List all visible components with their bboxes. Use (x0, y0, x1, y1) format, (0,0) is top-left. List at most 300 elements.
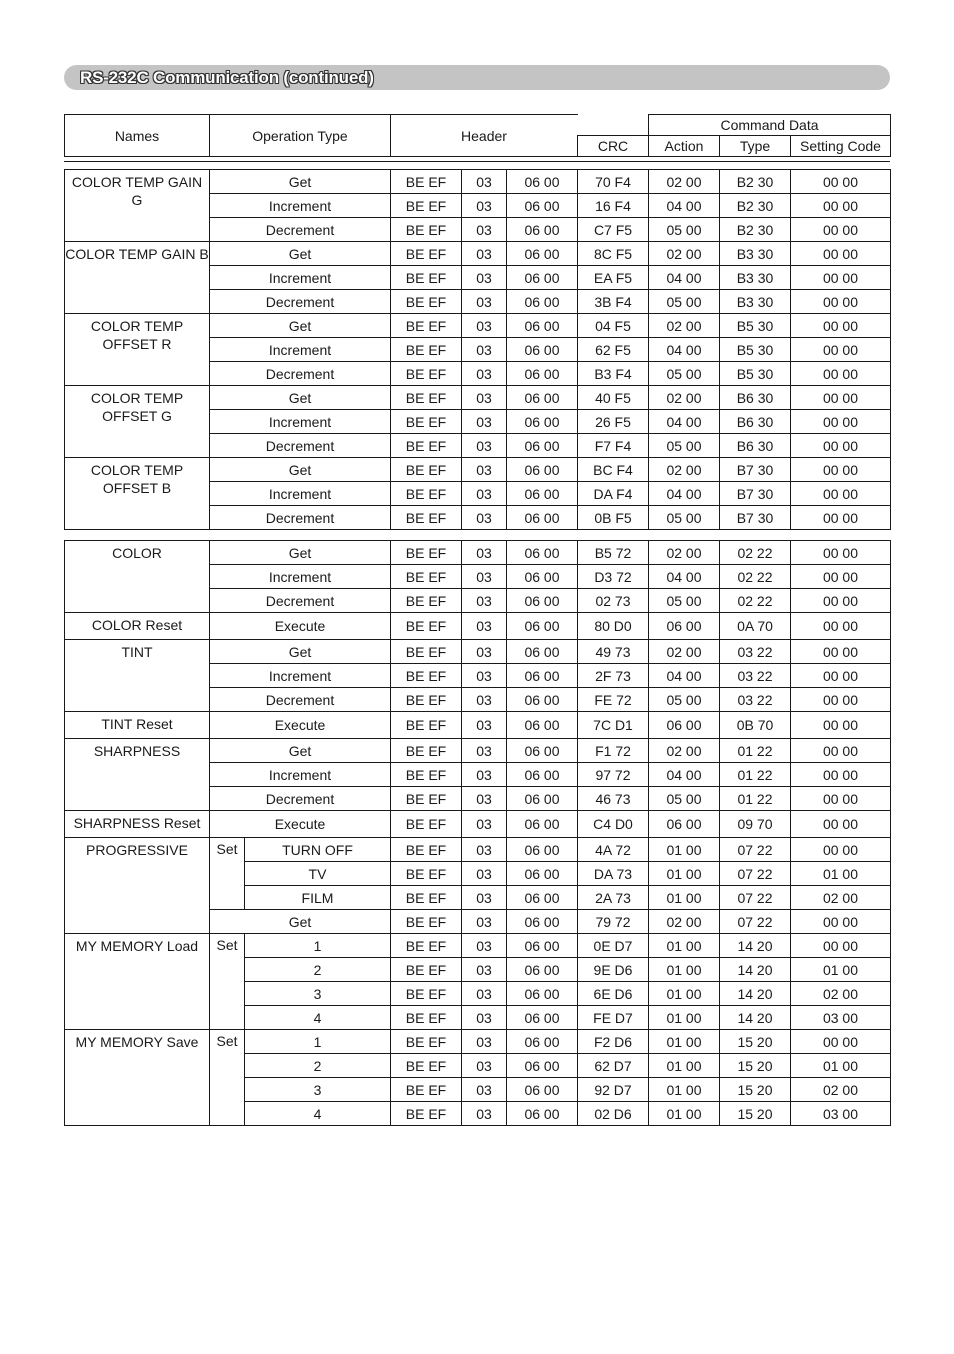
crc: DA 73 (578, 862, 649, 886)
action: 01 00 (649, 1102, 720, 1126)
command-name: SHARPNESS (65, 739, 210, 811)
operation-type: Decrement (210, 290, 391, 314)
setting-code: 00 00 (791, 338, 891, 362)
header-bytes: BE EF (391, 589, 462, 613)
header-size: 06 00 (507, 787, 578, 811)
action: 04 00 (649, 194, 720, 218)
setting-code: 00 00 (791, 506, 891, 530)
action: 01 00 (649, 862, 720, 886)
type: 07 22 (720, 838, 791, 862)
action: 05 00 (649, 434, 720, 458)
header-size: 06 00 (507, 589, 578, 613)
action: 02 00 (649, 314, 720, 338)
operation-type: Increment (210, 482, 391, 506)
setting-code: 00 00 (791, 218, 891, 242)
header-size: 06 00 (507, 763, 578, 787)
setting-code: 00 00 (791, 688, 891, 712)
header-type: 03 (462, 266, 507, 290)
header-size: 06 00 (507, 688, 578, 712)
type: B7 30 (720, 506, 791, 530)
header-size: 06 00 (507, 506, 578, 530)
header-size: 06 00 (507, 1078, 578, 1102)
header-type: 03 (462, 838, 507, 862)
header-bytes: BE EF (391, 1030, 462, 1054)
crc: C4 D0 (578, 811, 649, 838)
setting-code: 00 00 (791, 194, 891, 218)
action: 01 00 (649, 1030, 720, 1054)
action: 06 00 (649, 712, 720, 739)
action: 02 00 (649, 386, 720, 410)
crc: EA F5 (578, 266, 649, 290)
header-size: 06 00 (507, 218, 578, 242)
operation-type: Decrement (210, 688, 391, 712)
table-row (65, 458, 891, 482)
operation-type: Get (210, 314, 391, 338)
header-size: 06 00 (507, 1054, 578, 1078)
header-size: 06 00 (507, 862, 578, 886)
header-type: 03 (462, 314, 507, 338)
table-row (65, 386, 891, 410)
action: 02 00 (649, 242, 720, 266)
crc: 79 72 (578, 910, 649, 934)
table-row (65, 838, 891, 862)
header-size: 06 00 (507, 910, 578, 934)
header-type: 03 (462, 434, 507, 458)
setting-code: 00 00 (791, 763, 891, 787)
header-type: 03 (462, 482, 507, 506)
crc: 8C F5 (578, 242, 649, 266)
header-type: 03 (462, 458, 507, 482)
header-size: 06 00 (507, 434, 578, 458)
header-size: 06 00 (507, 886, 578, 910)
crc: 40 F5 (578, 386, 649, 410)
operation-type: 1 (245, 934, 391, 958)
action: 01 00 (649, 1054, 720, 1078)
header-bytes: BE EF (391, 541, 462, 565)
command-name: COLOR Reset (65, 613, 210, 640)
header-size: 06 00 (507, 242, 578, 266)
type: 02 22 (720, 565, 791, 589)
header-bytes: BE EF (391, 434, 462, 458)
header-bytes: BE EF (391, 712, 462, 739)
command-name: TINT (65, 640, 210, 712)
type: B3 30 (720, 290, 791, 314)
setting-code: 00 00 (791, 242, 891, 266)
header-type: 03 (462, 688, 507, 712)
header-size: 06 00 (507, 664, 578, 688)
table-row (65, 712, 891, 739)
crc: 02 73 (578, 589, 649, 613)
setting-code: 00 00 (791, 458, 891, 482)
command-name: PROGRESSIVE (65, 838, 210, 934)
type: 14 20 (720, 982, 791, 1006)
setting-code: 00 00 (791, 712, 891, 739)
table-row (65, 934, 891, 958)
type: B2 30 (720, 218, 791, 242)
command-name: COLOR TEMP GAIN G (65, 170, 210, 242)
action: 05 00 (649, 290, 720, 314)
operation-type: Get (210, 739, 391, 763)
crc: 62 F5 (578, 338, 649, 362)
crc: 2A 73 (578, 886, 649, 910)
header-type: 03 (462, 1102, 507, 1126)
action: 01 00 (649, 982, 720, 1006)
operation-type: Get (210, 541, 391, 565)
header-size: 06 00 (507, 290, 578, 314)
setting-code: 00 00 (791, 482, 891, 506)
command-name: TINT Reset (65, 712, 210, 739)
header-type: 03 (462, 194, 507, 218)
header-size: 06 00 (507, 410, 578, 434)
crc: 0B F5 (578, 506, 649, 530)
type: 01 22 (720, 787, 791, 811)
action: 04 00 (649, 664, 720, 688)
crc: 97 72 (578, 763, 649, 787)
operation-type: Increment (210, 194, 391, 218)
action: 05 00 (649, 787, 720, 811)
header-type: 03 (462, 982, 507, 1006)
table-row (65, 314, 891, 338)
operation-type: 4 (245, 1006, 391, 1030)
header-type: 03 (462, 1078, 507, 1102)
header-bytes: BE EF (391, 664, 462, 688)
col-header-command-data: Command Data (649, 115, 891, 136)
header-type: 03 (462, 589, 507, 613)
header-type: 03 (462, 664, 507, 688)
header-size: 06 00 (507, 458, 578, 482)
type: 09 70 (720, 811, 791, 838)
type: 14 20 (720, 958, 791, 982)
action: 02 00 (649, 458, 720, 482)
crc: 26 F5 (578, 410, 649, 434)
action: 02 00 (649, 910, 720, 934)
type: B5 30 (720, 314, 791, 338)
header-size: 06 00 (507, 314, 578, 338)
setting-code: 02 00 (791, 1078, 891, 1102)
type: 02 22 (720, 589, 791, 613)
header-type: 03 (462, 910, 507, 934)
table-row (65, 242, 891, 266)
command-name: COLOR TEMP OFFSET B (65, 458, 210, 530)
setting-code: 03 00 (791, 1006, 891, 1030)
header-type: 03 (462, 739, 507, 763)
header-bytes: BE EF (391, 1102, 462, 1126)
type: 03 22 (720, 640, 791, 664)
crc: 46 73 (578, 787, 649, 811)
crc: 49 73 (578, 640, 649, 664)
table-row (65, 739, 891, 763)
type: 07 22 (720, 886, 791, 910)
header-type: 03 (462, 362, 507, 386)
type: B6 30 (720, 410, 791, 434)
operation-set-label: Set (210, 1030, 245, 1126)
crc: C7 F5 (578, 218, 649, 242)
crc: FE 72 (578, 688, 649, 712)
action: 01 00 (649, 1006, 720, 1030)
operation-type: 1 (245, 1030, 391, 1054)
crc: 3B F4 (578, 290, 649, 314)
header-bytes: BE EF (391, 338, 462, 362)
operation-set-label: Set (210, 934, 245, 1030)
header-size: 06 00 (507, 640, 578, 664)
setting-code: 00 00 (791, 787, 891, 811)
header-size: 06 00 (507, 613, 578, 640)
command-name: COLOR TEMP OFFSET G (65, 386, 210, 458)
header-bytes: BE EF (391, 910, 462, 934)
header-bytes: BE EF (391, 506, 462, 530)
header-size: 06 00 (507, 266, 578, 290)
section-title: RS-232C Communication (continued) (80, 68, 374, 87)
setting-code: 02 00 (791, 982, 891, 1006)
header-bytes: BE EF (391, 194, 462, 218)
header-type: 03 (462, 565, 507, 589)
type: 0B 70 (720, 712, 791, 739)
header-size: 06 00 (507, 739, 578, 763)
type: 03 22 (720, 688, 791, 712)
operation-type: Increment (210, 763, 391, 787)
operation-type: Decrement (210, 787, 391, 811)
crc: B5 72 (578, 541, 649, 565)
header-size: 06 00 (507, 982, 578, 1006)
type: 01 22 (720, 739, 791, 763)
operation-type: 2 (245, 958, 391, 982)
crc: 0E D7 (578, 934, 649, 958)
setting-code: 00 00 (791, 934, 891, 958)
action: 04 00 (649, 482, 720, 506)
header-type: 03 (462, 170, 507, 194)
header-type: 03 (462, 506, 507, 530)
header-size: 06 00 (507, 712, 578, 739)
header-bytes: BE EF (391, 613, 462, 640)
header-bytes: BE EF (391, 934, 462, 958)
setting-code: 00 00 (791, 739, 891, 763)
operation-type: 3 (245, 982, 391, 1006)
crc: B3 F4 (578, 362, 649, 386)
type: B7 30 (720, 482, 791, 506)
col-header-setting-code: Setting Code (791, 136, 891, 157)
crc: 6E D6 (578, 982, 649, 1006)
header-bytes: BE EF (391, 218, 462, 242)
header-size: 06 00 (507, 1030, 578, 1054)
header-bytes: BE EF (391, 266, 462, 290)
action: 05 00 (649, 688, 720, 712)
action: 01 00 (649, 958, 720, 982)
operation-type: Get (210, 242, 391, 266)
operation-type: Increment (210, 338, 391, 362)
setting-code: 00 00 (791, 613, 891, 640)
operation-type: 4 (245, 1102, 391, 1126)
type: 07 22 (720, 862, 791, 886)
type: B6 30 (720, 434, 791, 458)
header-size: 06 00 (507, 1006, 578, 1030)
action: 02 00 (649, 170, 720, 194)
crc: 16 F4 (578, 194, 649, 218)
setting-code: 00 00 (791, 1030, 891, 1054)
action: 01 00 (649, 886, 720, 910)
operation-type: Get (210, 458, 391, 482)
crc: F2 D6 (578, 1030, 649, 1054)
header-type: 03 (462, 541, 507, 565)
operation-type: 2 (245, 1054, 391, 1078)
command-name: COLOR TEMP GAIN B (65, 242, 210, 314)
header-bytes: BE EF (391, 982, 462, 1006)
operation-type: 3 (245, 1078, 391, 1102)
header-divider (64, 161, 890, 162)
action: 05 00 (649, 589, 720, 613)
crc: D3 72 (578, 565, 649, 589)
type: 0A 70 (720, 613, 791, 640)
type: B5 30 (720, 338, 791, 362)
table-row (65, 1030, 891, 1054)
type: 15 20 (720, 1030, 791, 1054)
setting-code: 00 00 (791, 410, 891, 434)
type: B2 30 (720, 170, 791, 194)
header-size: 06 00 (507, 1102, 578, 1126)
header-size: 06 00 (507, 934, 578, 958)
operation-type: Get (210, 386, 391, 410)
crc: 02 D6 (578, 1102, 649, 1126)
crc: 9E D6 (578, 958, 649, 982)
table-row (65, 613, 891, 640)
type: B2 30 (720, 194, 791, 218)
header-type: 03 (462, 712, 507, 739)
crc: F1 72 (578, 739, 649, 763)
col-header-names: Names (65, 115, 210, 157)
header-size: 06 00 (507, 811, 578, 838)
crc: 7C D1 (578, 712, 649, 739)
action: 05 00 (649, 506, 720, 530)
operation-type: Get (210, 910, 391, 934)
setting-code: 00 00 (791, 811, 891, 838)
header-type: 03 (462, 386, 507, 410)
setting-code: 00 00 (791, 589, 891, 613)
action: 04 00 (649, 763, 720, 787)
setting-code: 01 00 (791, 958, 891, 982)
operation-type: Execute (210, 712, 391, 739)
header-size: 06 00 (507, 194, 578, 218)
header-bytes: BE EF (391, 565, 462, 589)
type: 15 20 (720, 1078, 791, 1102)
col-header-crc: CRC (578, 136, 649, 157)
col-header-operation-type: Operation Type (210, 115, 391, 157)
header-bytes: BE EF (391, 640, 462, 664)
header-type: 03 (462, 934, 507, 958)
type: 07 22 (720, 910, 791, 934)
operation-set-label: Set (210, 838, 245, 910)
type: B6 30 (720, 386, 791, 410)
type: 14 20 (720, 1006, 791, 1030)
table-row (65, 640, 891, 664)
type: 14 20 (720, 934, 791, 958)
operation-type: Decrement (210, 218, 391, 242)
crc: 04 F5 (578, 314, 649, 338)
command-table-section-2 (64, 540, 891, 1126)
header-bytes: BE EF (391, 1054, 462, 1078)
header-size: 06 00 (507, 838, 578, 862)
header-spacer (578, 115, 649, 136)
operation-type: Get (210, 170, 391, 194)
header-size: 06 00 (507, 565, 578, 589)
header-type: 03 (462, 1030, 507, 1054)
header-bytes: BE EF (391, 410, 462, 434)
type: 01 22 (720, 763, 791, 787)
table-header (64, 114, 891, 157)
col-header-action: Action (649, 136, 720, 157)
setting-code: 00 00 (791, 362, 891, 386)
type: 15 20 (720, 1102, 791, 1126)
operation-type: Decrement (210, 362, 391, 386)
setting-code: 00 00 (791, 314, 891, 338)
header-bytes: BE EF (391, 763, 462, 787)
action: 01 00 (649, 838, 720, 862)
header-bytes: BE EF (391, 958, 462, 982)
action: 06 00 (649, 811, 720, 838)
setting-code: 00 00 (791, 434, 891, 458)
command-name: COLOR (65, 541, 210, 613)
crc: 92 D7 (578, 1078, 649, 1102)
action: 01 00 (649, 934, 720, 958)
operation-type: Decrement (210, 434, 391, 458)
header-size: 06 00 (507, 482, 578, 506)
setting-code: 02 00 (791, 886, 891, 910)
operation-type: TV (245, 862, 391, 886)
header-bytes: BE EF (391, 314, 462, 338)
command-name: COLOR TEMP OFFSET R (65, 314, 210, 386)
action: 05 00 (649, 362, 720, 386)
header-type: 03 (462, 811, 507, 838)
setting-code: 00 00 (791, 838, 891, 862)
action: 01 00 (649, 1078, 720, 1102)
operation-type: Get (210, 640, 391, 664)
header-bytes: BE EF (391, 458, 462, 482)
setting-code: 00 00 (791, 386, 891, 410)
header-size: 06 00 (507, 958, 578, 982)
crc: F7 F4 (578, 434, 649, 458)
header-type: 03 (462, 613, 507, 640)
header-size: 06 00 (507, 170, 578, 194)
command-table-section-1 (64, 169, 891, 530)
crc: 80 D0 (578, 613, 649, 640)
header-bytes: BE EF (391, 811, 462, 838)
header-type: 03 (462, 290, 507, 314)
action: 04 00 (649, 565, 720, 589)
operation-type: Increment (210, 266, 391, 290)
header-bytes: BE EF (391, 1078, 462, 1102)
operation-type: Execute (210, 613, 391, 640)
operation-type: Increment (210, 664, 391, 688)
crc: 4A 72 (578, 838, 649, 862)
operation-type: Decrement (210, 589, 391, 613)
type: 02 22 (720, 541, 791, 565)
command-name: MY MEMORY Load (65, 934, 210, 1030)
type: B3 30 (720, 266, 791, 290)
action: 04 00 (649, 338, 720, 362)
setting-code: 01 00 (791, 862, 891, 886)
command-name: MY MEMORY Save (65, 1030, 210, 1126)
header-size: 06 00 (507, 541, 578, 565)
header-type: 03 (462, 787, 507, 811)
header-type: 03 (462, 763, 507, 787)
crc: FE D7 (578, 1006, 649, 1030)
header-type: 03 (462, 1006, 507, 1030)
header-type: 03 (462, 218, 507, 242)
crc: 70 F4 (578, 170, 649, 194)
section-title-bar (64, 65, 890, 90)
header-type: 03 (462, 1054, 507, 1078)
crc: BC F4 (578, 458, 649, 482)
type: B5 30 (720, 362, 791, 386)
header-bytes: BE EF (391, 688, 462, 712)
